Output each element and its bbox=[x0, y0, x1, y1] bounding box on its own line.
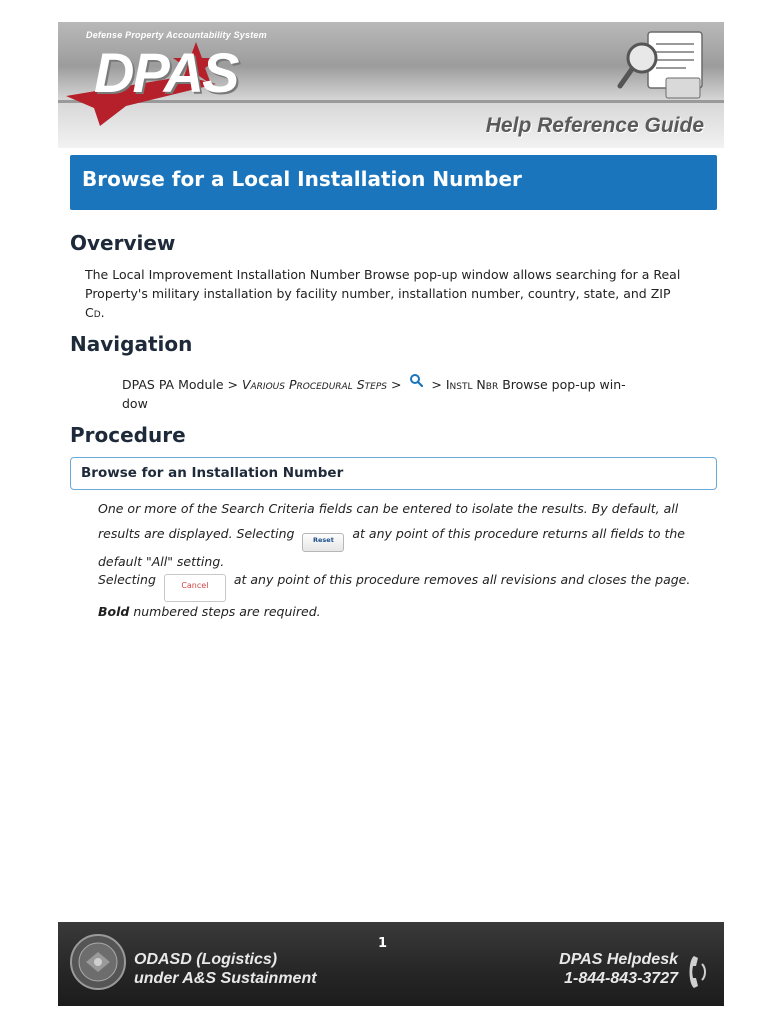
nav-module: DPAS PA Module > bbox=[122, 377, 242, 392]
procedure-p2-before: Selecting bbox=[98, 572, 160, 587]
procedure-p1-after: at any point of this procedure returns all fields to the bbox=[348, 526, 685, 541]
search-icon bbox=[409, 373, 423, 387]
footer-org-line-1: ODASD (Logistics) bbox=[134, 951, 278, 968]
overview-text bbox=[85, 265, 715, 322]
nav-instl-nbr: Instl Nbr bbox=[445, 377, 499, 392]
footer-org bbox=[134, 950, 317, 988]
footer-org-line-2: under A&S Sustainment bbox=[134, 970, 317, 987]
overview-line-3-sc: Cd bbox=[85, 305, 101, 320]
dod-seal-icon bbox=[68, 932, 128, 992]
page-number: 1 bbox=[378, 936, 388, 951]
overview-line-2: Property's military installation by facility number, installation number, country, state, and ZIP bbox=[85, 286, 671, 301]
cancel-button-image: Cancel bbox=[164, 574, 226, 602]
nav-line-2: dow bbox=[122, 396, 148, 411]
procedure-p1-before: results are displayed. Selecting bbox=[98, 526, 299, 541]
nav-separator: > bbox=[386, 377, 406, 392]
phone-icon bbox=[686, 952, 712, 992]
page-title: Browse for a Local Installation Number bbox=[82, 167, 522, 191]
procedure-heading: Procedure bbox=[70, 423, 186, 447]
helpdesk-phone: 1-844-843-3727 bbox=[564, 970, 678, 987]
navigation-heading: Navigation bbox=[70, 332, 193, 356]
dpas-logo bbox=[66, 36, 286, 126]
logo-word: DPAS bbox=[94, 41, 238, 104]
brand-tagline: Defense Property Accountability System bbox=[86, 30, 267, 40]
helpdesk-label: DPAS Helpdesk bbox=[559, 951, 678, 968]
header-banner bbox=[58, 22, 724, 148]
procedure-paragraph-2 bbox=[98, 570, 710, 621]
procedure-subheading-box bbox=[70, 457, 717, 490]
procedure-p2-after: at any point of this procedure removes all revisions and closes the page. bbox=[229, 572, 691, 587]
title-bar bbox=[70, 155, 717, 210]
overview-line-1: The Local Improvement Installation Number Browse pop-up window allows searching for a Real bbox=[85, 267, 681, 282]
procedure-p2-end: numbered steps are required. bbox=[129, 604, 321, 619]
document-magnifier-icon bbox=[616, 28, 706, 102]
overview-line-3-end: . bbox=[100, 305, 105, 320]
overview-heading: Overview bbox=[70, 231, 176, 255]
procedure-subheading: Browse for an Installation Number bbox=[81, 465, 344, 481]
procedure-p1-line-3: default "All" setting. bbox=[98, 554, 225, 569]
nav-separator-2: > bbox=[427, 377, 446, 392]
procedure-paragraph-1 bbox=[98, 499, 710, 571]
footer-banner bbox=[58, 922, 724, 1006]
guide-title: Help Reference Guide bbox=[485, 114, 704, 137]
nav-various-steps: Various Procedural Steps bbox=[241, 377, 387, 392]
procedure-bold-word: Bold bbox=[98, 604, 130, 619]
footer-helpdesk bbox=[559, 950, 678, 988]
procedure-p1-line-1: One or more of the Search Criteria fields can be entered to isolate the results. By default, all bbox=[98, 501, 679, 516]
navigation-path bbox=[122, 373, 717, 413]
nav-browse-popup: Browse pop-up win- bbox=[498, 377, 626, 392]
reset-button-image: Reset bbox=[302, 533, 344, 552]
